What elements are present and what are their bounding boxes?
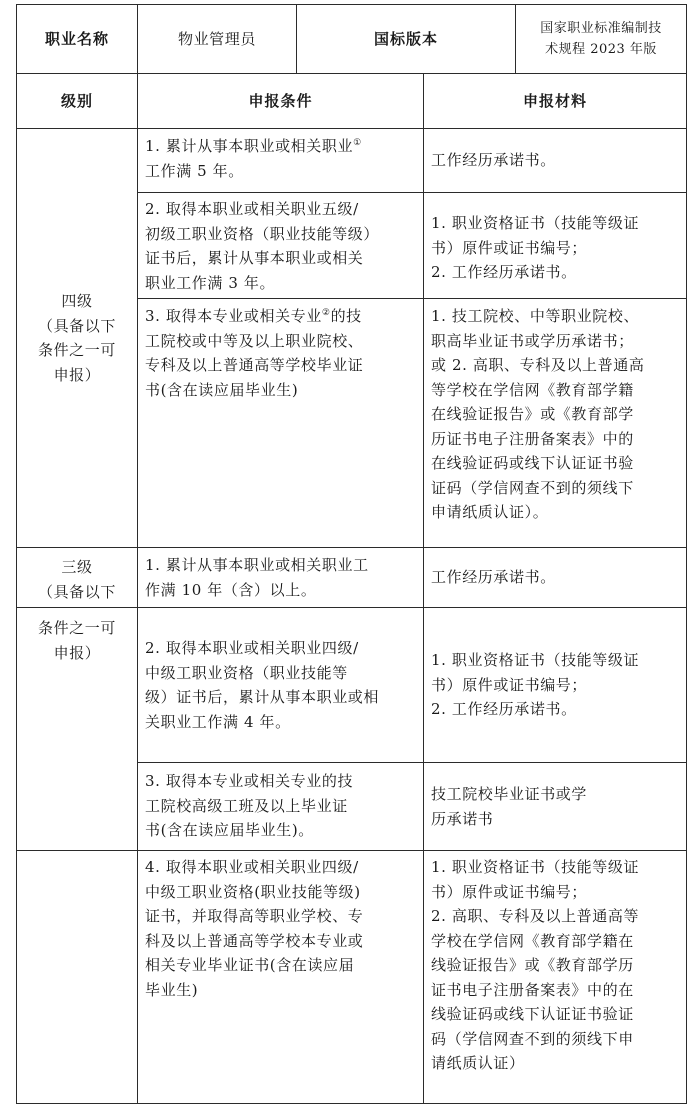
condition-3-4: 4. 取得本职业或相关职业四级/ 中级工职业资格(职业技能等级) 证书，并取得高等职业学校、专 科及以上普通高等学校本专业或 相关专业毕业证书(含在读应届 毕业生) bbox=[145, 858, 364, 999]
level-3-label-bottom: 条件之一可 申报） bbox=[37, 619, 116, 662]
table-rule bbox=[137, 298, 686, 299]
condition-4-3-text-tail: 的技 工院校或中等及以上职业院校、 专科及以上普通高等学校毕业证 书(含在读应届毕业生) bbox=[145, 307, 364, 399]
condition-3-3: 3. 取得本专业或相关专业的技 工院校高级工班及以上毕业证 书(含在读应届毕业生)。 bbox=[145, 772, 354, 839]
occupation-value: 物业管理员 bbox=[177, 29, 256, 48]
table-rule bbox=[16, 607, 686, 608]
column-header-level: 级别 bbox=[60, 91, 93, 110]
table-rule bbox=[16, 850, 686, 851]
level-4-label: 四级 （具备以下 条件之一可 申报） bbox=[37, 292, 116, 384]
table-rule bbox=[423, 73, 424, 1104]
material-3-4: 1. 职业资格证书（技能等级证 书）原件或证书编号； 2. 高职、专科及以上普通高等 学校在学信网《教育部学籍在 线验证报告》或《教育部学历 证书电子注册备案表》中的在 线验证码或线下认证证书验证 码（学信网查不到的须线下申 请纸质认证） bbox=[431, 858, 640, 1072]
table-rule bbox=[137, 762, 686, 763]
condition-4-1-text: 1. 累计从事本职业或相关职业 bbox=[145, 137, 354, 155]
material-3-2: 1. 职业资格证书（技能等级证 书）原件或证书编号； 2. 工作经历承诺书。 bbox=[431, 651, 640, 718]
material-4-2: 1. 职业资格证书（技能等级证 书）原件或证书编号； 2. 工作经历承诺书。 bbox=[431, 214, 640, 281]
column-header-materials: 申报材料 bbox=[522, 91, 587, 110]
condition-4-1-text-tail: 工作满 5 年。 bbox=[145, 161, 244, 180]
condition-4-3-text: 3. 取得本专业或相关专业 bbox=[145, 307, 322, 325]
version-label: 国标版本 bbox=[373, 29, 438, 48]
standard-name: 国家职业标准编制技 术规程 2023 年版 bbox=[540, 21, 662, 57]
condition-3-1: 1. 累计从事本职业或相关职业工 作满 10 年（含）以上。 bbox=[145, 556, 369, 599]
level-3-label-top: 三级 （具备以下 bbox=[37, 558, 116, 601]
table-rule bbox=[137, 4, 138, 1104]
footnote-2-marker: ② bbox=[321, 308, 331, 318]
condition-4-1 bbox=[145, 134, 421, 183]
table-rule bbox=[16, 547, 686, 548]
column-header-conditions: 申报条件 bbox=[248, 91, 313, 110]
condition-4-3 bbox=[145, 304, 421, 402]
table-border-bottom bbox=[16, 1103, 686, 1104]
material-3-1: 工作经历承诺书。 bbox=[431, 568, 556, 586]
condition-3-2: 2. 取得本职业或相关职业四级/ 中级工职业资格（职业技能等 级）证书后，累计从事本职业或相 关职业工作满 4 年。 bbox=[145, 639, 380, 731]
table-border-right bbox=[686, 4, 687, 1104]
occupation-label: 职业名称 bbox=[44, 29, 109, 48]
material-4-3: 1. 技工院校、中等职业院校、 职高毕业证书或学历承诺书； 或 2. 高职、专科及以上普通高 等学校在学信网《教育部学籍 在线验证报告》或《教育部学 历证书电子注册备案表》中的 在线验证码或线下认证证书验 证码（学信网查不到的须线下 申请纸质认证）。 bbox=[431, 307, 645, 521]
table-rule bbox=[137, 192, 686, 193]
condition-4-2: 2. 取得本职业或相关职业五级/ 初级工职业资格（职业技能等级） 证书后，累计从事本职业或相关 职业工作满 3 年。 bbox=[145, 200, 380, 292]
material-4-1: 工作经历承诺书。 bbox=[431, 151, 556, 169]
material-3-3: 技工院校毕业证书或学 历承诺书 bbox=[431, 785, 588, 828]
footnote-1-marker: ① bbox=[353, 138, 362, 148]
